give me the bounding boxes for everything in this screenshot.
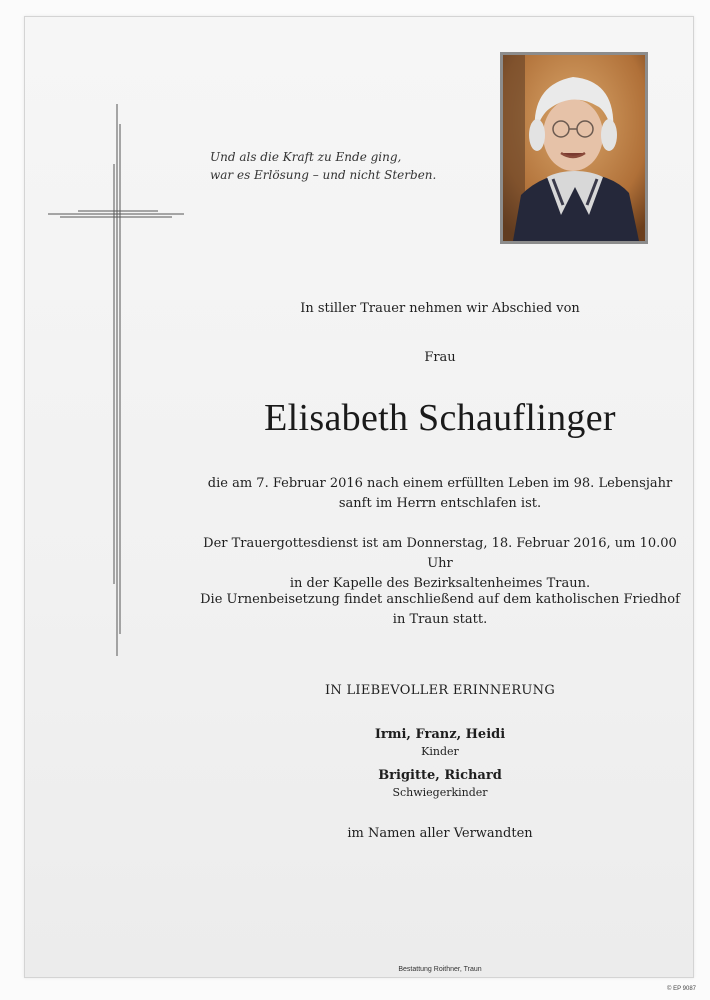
family-line: im Namen aller Verwandten: [347, 826, 533, 841]
death-notice: [190, 474, 690, 514]
death-notice-line-1: die am 7. Februar 2016 nach einem erfüllten Leben im 98. Lebensjahr: [207, 476, 673, 491]
mourner-group: [190, 768, 690, 799]
quote-line-2: war es Erlösung – und nicht Sterben.: [210, 168, 437, 182]
mourner-names: Brigitte, Richard: [378, 768, 502, 783]
mourner-relation: Kinder: [421, 745, 459, 758]
death-notice-line-2: sanft im Herrn entschlafen ist.: [338, 496, 542, 511]
cross-icon: [48, 104, 188, 656]
deceased-name: Elisabeth Schauflinger: [264, 397, 616, 439]
memorial-quote: [210, 148, 470, 184]
service-line-1: Der Trauergottesdienst ist am Donnerstag, 18. Februar 2016, um 10.00 Uhr: [203, 536, 677, 571]
portrait-frame: [500, 52, 648, 244]
burial-line-2: in Traun statt.: [392, 612, 488, 627]
memory-heading: IN LIEBEVOLLER ERINNERUNG: [324, 683, 556, 698]
service-notice: [190, 534, 690, 594]
burial-line-1: Die Urnenbeisetzung findet anschließend auf dem katholischen Friedhof: [200, 592, 680, 607]
mourner-group: [190, 727, 690, 758]
burial-notice: [190, 590, 690, 630]
mourner-names: Irmi, Franz, Heidi: [374, 727, 506, 742]
print-code: © EP 9087: [667, 986, 696, 992]
quote-line-1: Und als die Kraft zu Ende ging,: [210, 150, 402, 164]
intro-text: In stiller Trauer nehmen wir Abschied von: [300, 301, 580, 316]
service-line-2: in der Kapelle des Bezirksaltenheimes Traun.: [289, 576, 591, 591]
mourner-relation: Schwiegerkinder: [392, 786, 488, 799]
salutation: Frau: [424, 350, 456, 365]
portrait-photo: [503, 55, 645, 241]
funeral-home-footer: Bestattung Roithner, Traun: [398, 966, 482, 973]
